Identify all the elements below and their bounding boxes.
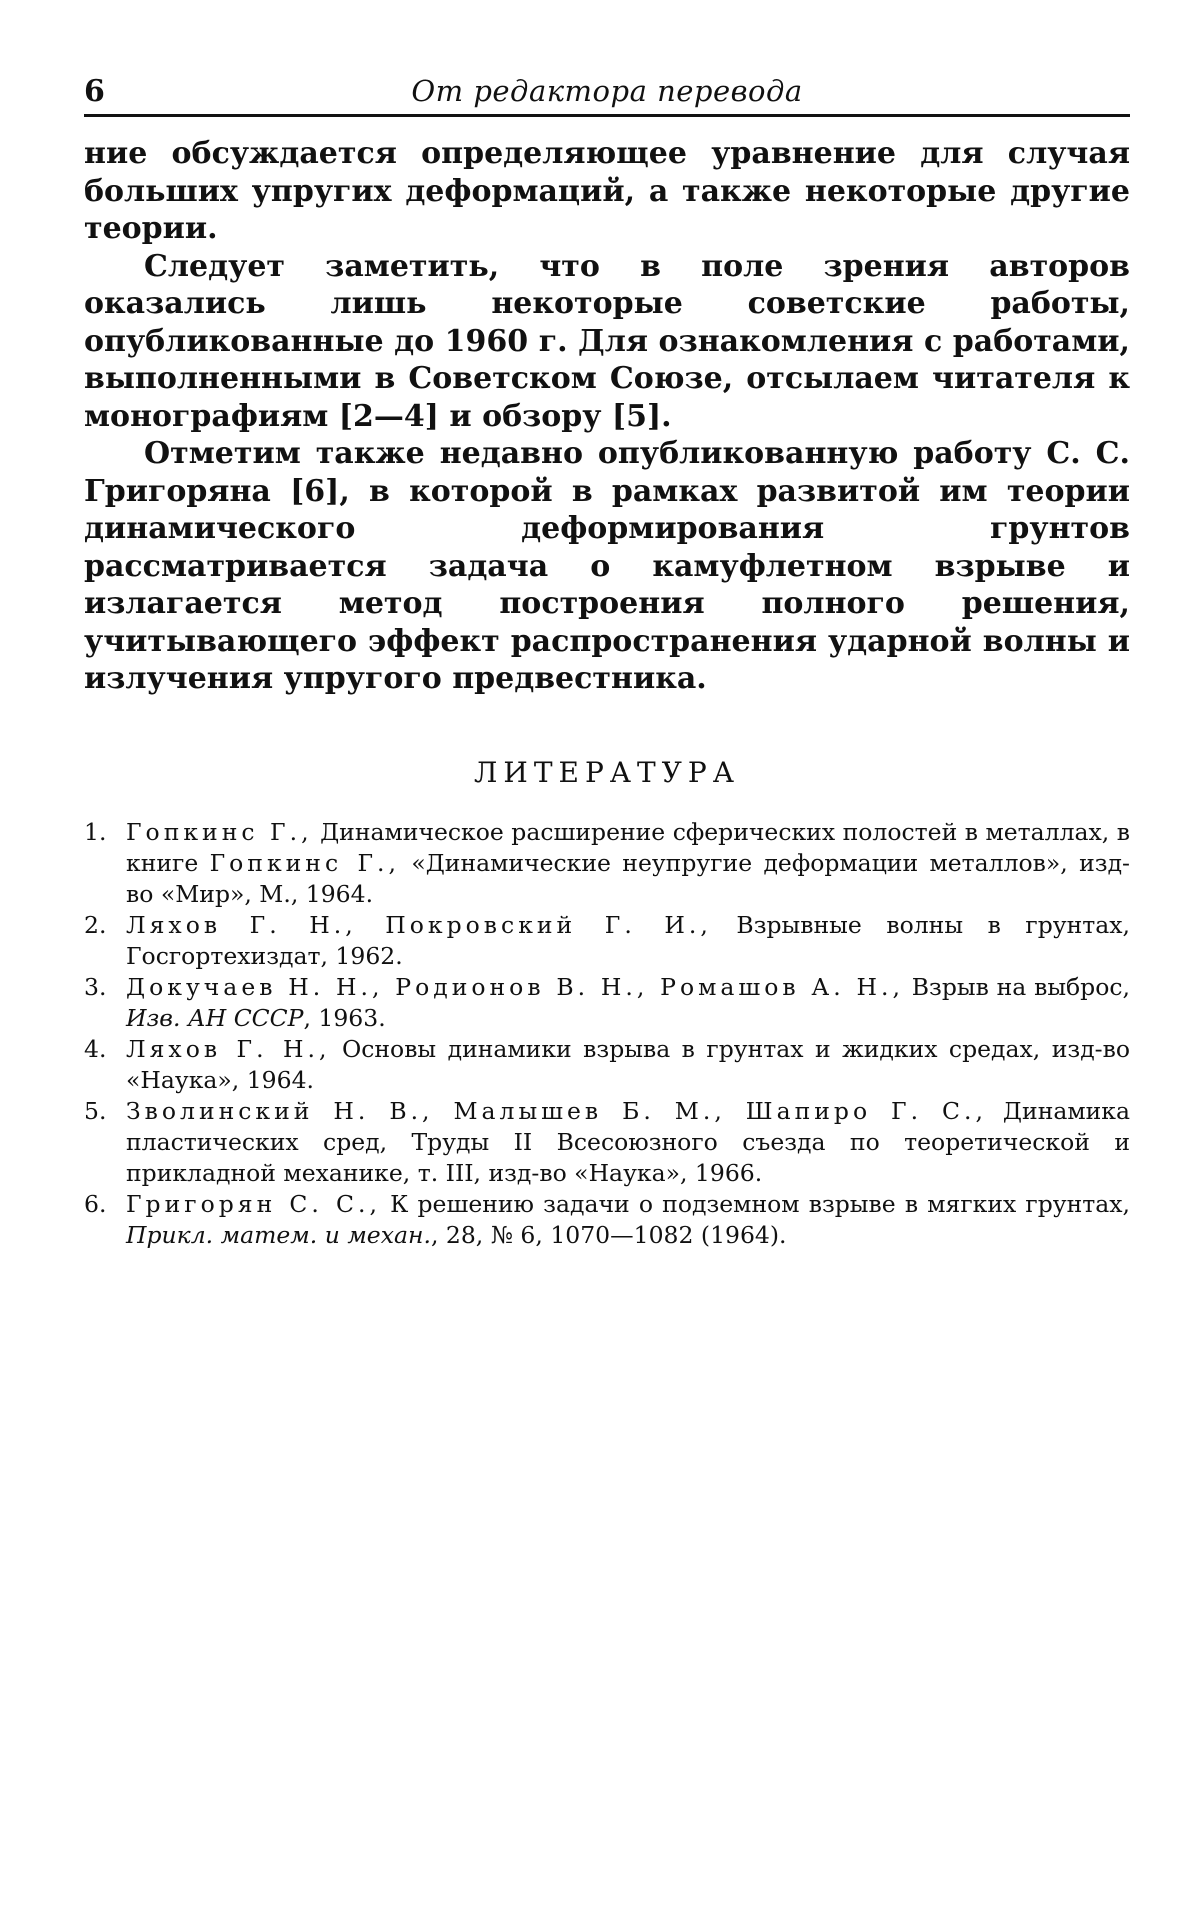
reference-number: 3. <box>84 972 107 1001</box>
running-title: От редактора перевода <box>411 74 803 108</box>
reference-text: Взрыв на выброс, <box>903 972 1130 1001</box>
reference-source: Изв. АН СССР <box>126 1003 304 1032</box>
reference-text: , 1963. <box>303 1003 386 1032</box>
reference-author: Докучаев Н. Н., Родионов В. Н., Ромашов А. Н., <box>126 972 904 1001</box>
reference-text: , 28, № 6, 1070—1082 (1964). <box>430 1220 787 1249</box>
reference-author: Гопкинс Г., <box>126 817 313 846</box>
reference-author: Гопкинс Г., <box>209 848 400 877</box>
reference-number: 6. <box>84 1189 107 1218</box>
reference-number: 4. <box>84 1034 107 1063</box>
reference-author: Зволинский Н. В., Малышев Б. М., Шапиро Г. С., <box>126 1096 987 1125</box>
reference-text: К решению задачи о подземном взрыве в мягких грунтах, <box>380 1189 1130 1218</box>
reference-text: Основы динамики взрыва в грунтах и жидких средах, изд-во «Наука», 1964. <box>126 1034 1130 1094</box>
book-page <box>84 70 1130 1251</box>
page-number: 6 <box>84 74 105 109</box>
reference-number: 2. <box>84 910 107 939</box>
references-heading: ЛИТЕРАТУРА <box>474 755 740 789</box>
paragraph-3: Отметим также недавно опубликованную работу С. С. Григоряна [6], в которой в рамках развитой им теории динамического деформирования грунтов рассматривается задача о камуфлетном взрыве и излагается метод построения полного решения, учитывающего эффект распространения ударной волны и излучения упругого предвестника. <box>84 436 1130 696</box>
references-list <box>84 817 1130 1251</box>
reference-number: 1. <box>84 817 107 846</box>
reference-item <box>84 1034 1130 1096</box>
reference-author: Ляхов Г. Н., <box>126 1034 331 1063</box>
reference-author: Ляхов Г. Н., Покровский Г. И., <box>126 910 712 939</box>
reference-item <box>84 1096 1130 1189</box>
reference-text: Динамическое расширение сферических полостей в металлах, в книге <box>126 817 1130 877</box>
reference-item <box>84 817 1130 910</box>
body-text <box>84 135 1130 698</box>
reference-item <box>84 972 1130 1034</box>
reference-text: Динамика пластических сред, Труды II Всесоюзного съезда по теоретической и прикладной механике, т. III, изд-во «Наука», 1966. <box>126 1096 1131 1187</box>
reference-item <box>84 910 1130 972</box>
paragraph-2: Следует заметить, что в поле зрения авторов оказались лишь некоторые советские работы, опубликованные до 1960 г. Для ознакомления с работами, выполненными в Советском Союзе, отсылаем читателя к монографиям [2—4] и обзору [5]. <box>84 248 1130 434</box>
reference-number: 5. <box>84 1096 107 1125</box>
reference-item <box>84 1189 1130 1251</box>
reference-text: Взрывные волны в грунтах, Госгортехиздат, 1962. <box>126 910 1130 970</box>
reference-source: Прикл. матем. и механ. <box>126 1220 431 1249</box>
reference-author: Григорян С. С., <box>126 1189 381 1218</box>
running-header <box>84 70 1130 117</box>
paragraph-1: ние обсуждается определяющее уравнение для случая больших упругих деформаций, а также некоторые другие теории. <box>84 136 1130 246</box>
reference-text: «Динамические неупругие деформации металлов», изд-во «Мир», М., 1964. <box>126 848 1130 908</box>
